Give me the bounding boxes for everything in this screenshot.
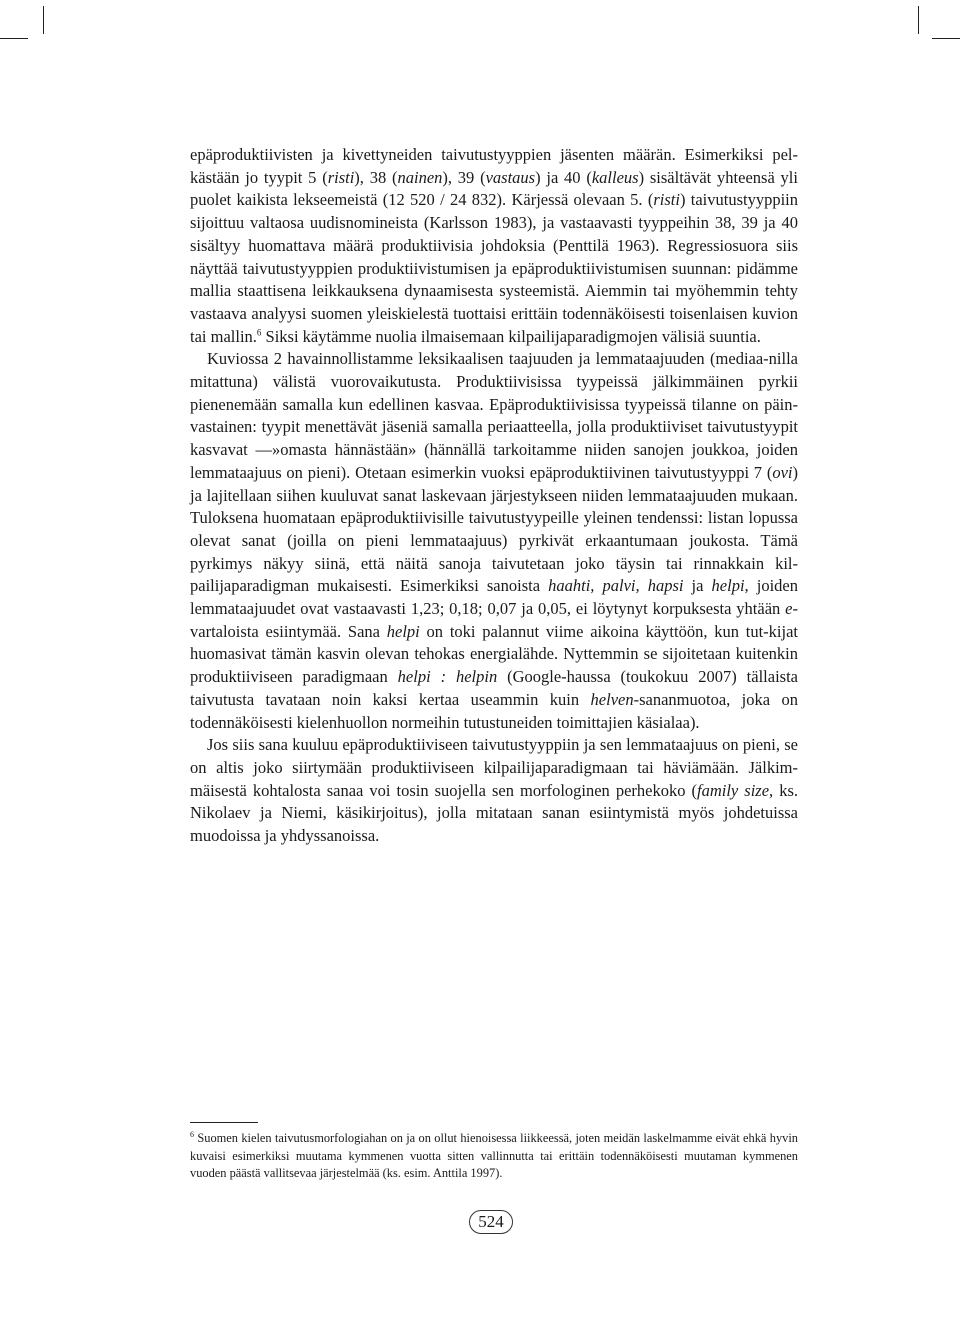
paragraph-1: epäproduktiivisten ja kivettyneiden taivutustyyppien jäsenten määrän. Esimerkiksi pel-kästään jo tyypit 5 (risti), 38 (nainen), 39 (vastaus) ja 40 (kalleus) sisältävät yhteensä yli puolet kaikista lekseemeistä (12 520 / 24 832). Kärjessä olevaan 5. (risti) taivutustyyppiin sijoittuu valtaosa uudisnomineista (Karlsson 1983), ja vastaavasti tyyppeihin 38, 39 ja 40 sisältyy huomattava määrä produktiivisia johdoksia (Penttilä 1963). Regressiosuora siis näyttää taivutustyyppien produktiivistumisen ja epäproduktiivistumisen suunnan: pidämme mallia staattisena leikkauksena dynaamisesta systeemistä. Aiemmin tai myöhemmin tehty vastaava analyysi suomen yleiskielestä tuottaisi erittäin todennäköisesti toisenlaisen kuvion tai mallin.$^6$ Siksi käytämme nuolia ilmaisemaan kilpailijaparadigmojen välisiä suuntia. (190, 145, 798, 346)
paragraph-2: Kuviossa 2 havainnollistamme leksikaalisen taajuuden ja lemmataajuuden (mediaa-nilla mitattuna) välistä vuorovaikutusta. Produktiivisissa tyypeissä jälkimmäinen pyrkii pienenemään samalla kun edellinen kasvaa. Epäproduktiivisissa tyypeissä tilanne on päin-vastainen: tyypit menettävät jäseniä samalla periaatteella, jolla produktiiviset taivutustyypit kasvavat —»omasta hännästään» (hännällä tarkoitamme niiden sanojen joukkoa, joiden lemmataajuus on pieni). Otetaan esimerkin vuoksi epäproduktiivinen taivutustyyppi 7 (ovi) ja lajitellaan siihen kuuluvat sanat laskevaan järjestykseen niiden lemmataajuuden mukaan. Tuloksena huomataan epäproduktiivisille taivutustyypeille yleinen tendenssi: listan lopussa olevat sanat (joilla on pieni lemmataajuus) pyrkivät erkaantumaan joukosta. Tämä pyrkimys näkyy siinä, että näitä sanoja taivutetaan joko täysin tai rinnakkain kil-pailijaparadigman mukaisesti. Esimerkiksi sanoista haahti, palvi, hapsi ja helpi, joiden lemmataajuudet ovat vastaavasti 1,23; 0,18; 0,07 ja 0,05, ei löytynyt korpuksesta yhtään e-vartaloista esiintymää. Sana helpi on toki palannut viime aikoina käyttöön, kun tut-kijat huomasivat tämän kasvin olevan tehokas energialähde. Nyttemmin se sijoitetaan kuitenkin produktiiviseen paradigmaan helpi : helpin (Google-haussa (toukokuu 2007) tällaista taivutusta tavataan noin kaksi kertaa useammin kuin helven-sananmuotoa, joka on todennäköisesti kielenhuollon normeihin tutustuneiden toimittajien käsialaa). (190, 349, 798, 732)
footnote-6: $^6$ Suomen kielen taivutusmorfologiahan on ja on ollut hienoisessa liikkeessä, joten meidän laskelmamme eivät ehkä hyvin kuvaisi esimerkiksi muutama kymmenen vuotta sitten vallinnutta tai erittäin todennäköisesti muutaman kymmenen vuoden päästä vallitsevaa järjestelmää (ks. esim. Anttila 1997). (190, 1129, 798, 1181)
paragraph-3: Jos siis sana kuuluu epäproduktiiviseen taivutustyyppiin ja sen lemmataajuus on pieni, se on altis joko siirtymään produktiiviseen kilpailijaparadigmaan tai häviämään. Jälkim-mäisestä kohtalosta sanaa voi tosin suojella sen morfologinen perhekoko (family size, ks. Nikolaev ja Niemi, käsikirjoitus), jolla mitataan sanan esiintymistä myös johdetuissa muodoissa ja yhdyssanoissa. (190, 735, 799, 846)
crop-mark-top-left-horizontal (0, 38, 28, 39)
body-text (190, 144, 798, 848)
crop-mark-top-right-horizontal (932, 38, 960, 39)
crop-mark-top-left-vertical (43, 6, 44, 34)
footnote-rule (190, 1122, 258, 1123)
page-number: 524 (469, 1210, 513, 1234)
crop-mark-top-right-vertical (918, 6, 919, 34)
